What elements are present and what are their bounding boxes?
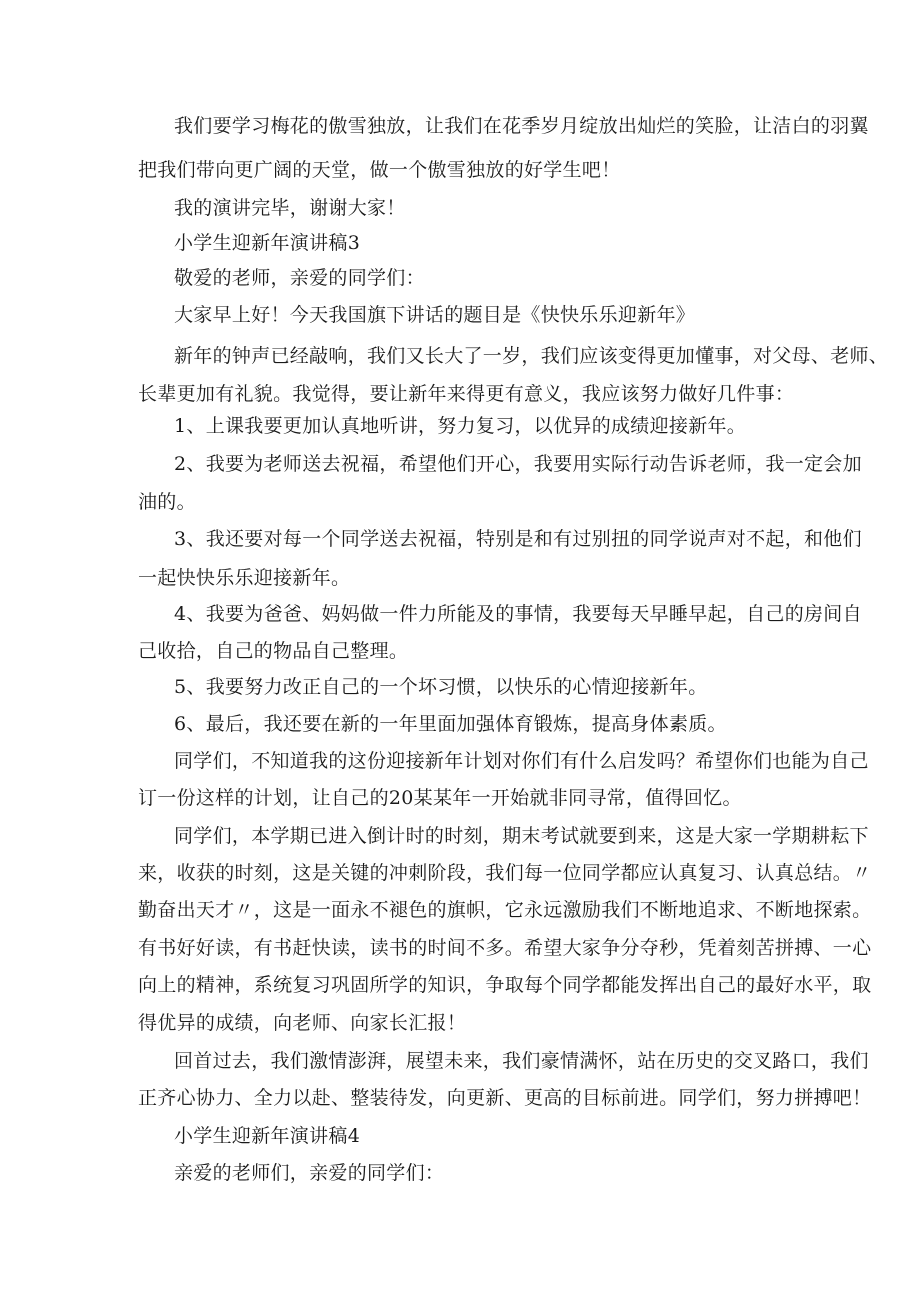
- paragraph-line: 我们要学习梅花的傲雪独放，让我们在花季岁月绽放出灿烂的笑脸，让洁白的羽翼: [174, 115, 869, 137]
- paragraph-line: 大家早上好！今天我国旗下讲话的题目是《快快乐乐迎新年》: [174, 304, 696, 326]
- paragraph-line: 新年的钟声已经敲响，我们又长大了一岁，我们应该变得更加懂事，对父母、老师、: [174, 345, 889, 367]
- list-item-continuation: 一起快快乐乐迎接新年。: [138, 567, 351, 589]
- paragraph-line: 同学们，本学期已进入倒计时的时刻，期末考试就要到来，这是大家一学期耕耘下: [174, 825, 869, 847]
- paragraph-line: 我的演讲完毕，谢谢大家！: [174, 197, 406, 219]
- list-item: 2、我要为老师送去祝福，希望他们开心，我要用实际行动告诉老师，我一定会加: [174, 453, 862, 475]
- paragraph-line: 有书好好读，有书赶快读，读书的时间不多。希望大家争分夺秒，凭着刻苦拼搏、一心: [138, 937, 872, 959]
- list-item: 3、我还要对每一个同学送去祝福，特别是和有过别扭的同学说声对不起，和他们: [174, 528, 862, 550]
- paragraph-line: 把我们带向更广阔的天堂，做一个傲雪独放的好学生吧！: [138, 159, 621, 181]
- paragraph-line: 勤奋出天才〃，这是一面永不褪色的旗帜，它永远激励我们不断地追求、不断地探索。: [138, 899, 872, 921]
- list-item: 1、上课我要更加认真地听讲，努力复习，以优异的成绩迎接新年。: [174, 415, 747, 437]
- paragraph-line: 向上的精神，系统复习巩固所学的知识，争取每个同学都能发挥出自己的最好水平，取: [138, 974, 872, 996]
- section-heading: 小学生迎新年演讲稿3: [174, 232, 361, 254]
- paragraph-line: 回首过去，我们激情澎湃，展望未来，我们豪情满怀，站在历史的交叉路口，我们: [174, 1050, 869, 1072]
- list-item-continuation: 油的。: [138, 491, 196, 513]
- paragraph-line: 来，收获的时刻，这是关键的冲刺阶段，我们每一位同学都应认真复习、认真总结。〃: [138, 862, 872, 884]
- paragraph-line: 得优异的成绩，向老师、向家长汇报！: [138, 1012, 467, 1034]
- paragraph-line: 同学们，不知道我的这份迎接新年计划对你们有什么启发吗？希望你们也能为自己: [174, 750, 869, 772]
- paragraph-line: 订一份这样的计划，让自己的20某某年一开始就非同寻常，值得回忆。: [138, 787, 742, 809]
- list-item: 6、最后，我还要在新的一年里面加强体育锻炼，提高身体素质。: [174, 713, 727, 735]
- list-item: 4、我要为爸爸、妈妈做一件力所能及的事情，我要每天早睡早起，自己的房间自: [174, 603, 862, 625]
- paragraph-line: 正齐心协力、全力以赴、整装待发，向更新、更高的目标前进。同学们，努力拼搏吧！: [138, 1087, 872, 1109]
- salutation: 敬爱的老师，亲爱的同学们：: [174, 267, 425, 289]
- list-item: 5、我要努力改正自己的一个坏习惯，以快乐的心情迎接新年。: [174, 676, 708, 698]
- list-item-continuation: 己收拾，自己的物品自己整理。: [138, 640, 409, 662]
- section-heading: 小学生迎新年演讲稿4: [174, 1125, 361, 1147]
- paragraph-line: 长辈更加有礼貌。我觉得，要让新年来得更有意义，我应该努力做好几件事：: [138, 383, 795, 405]
- salutation: 亲爱的老师们，亲爱的同学们：: [174, 1162, 445, 1184]
